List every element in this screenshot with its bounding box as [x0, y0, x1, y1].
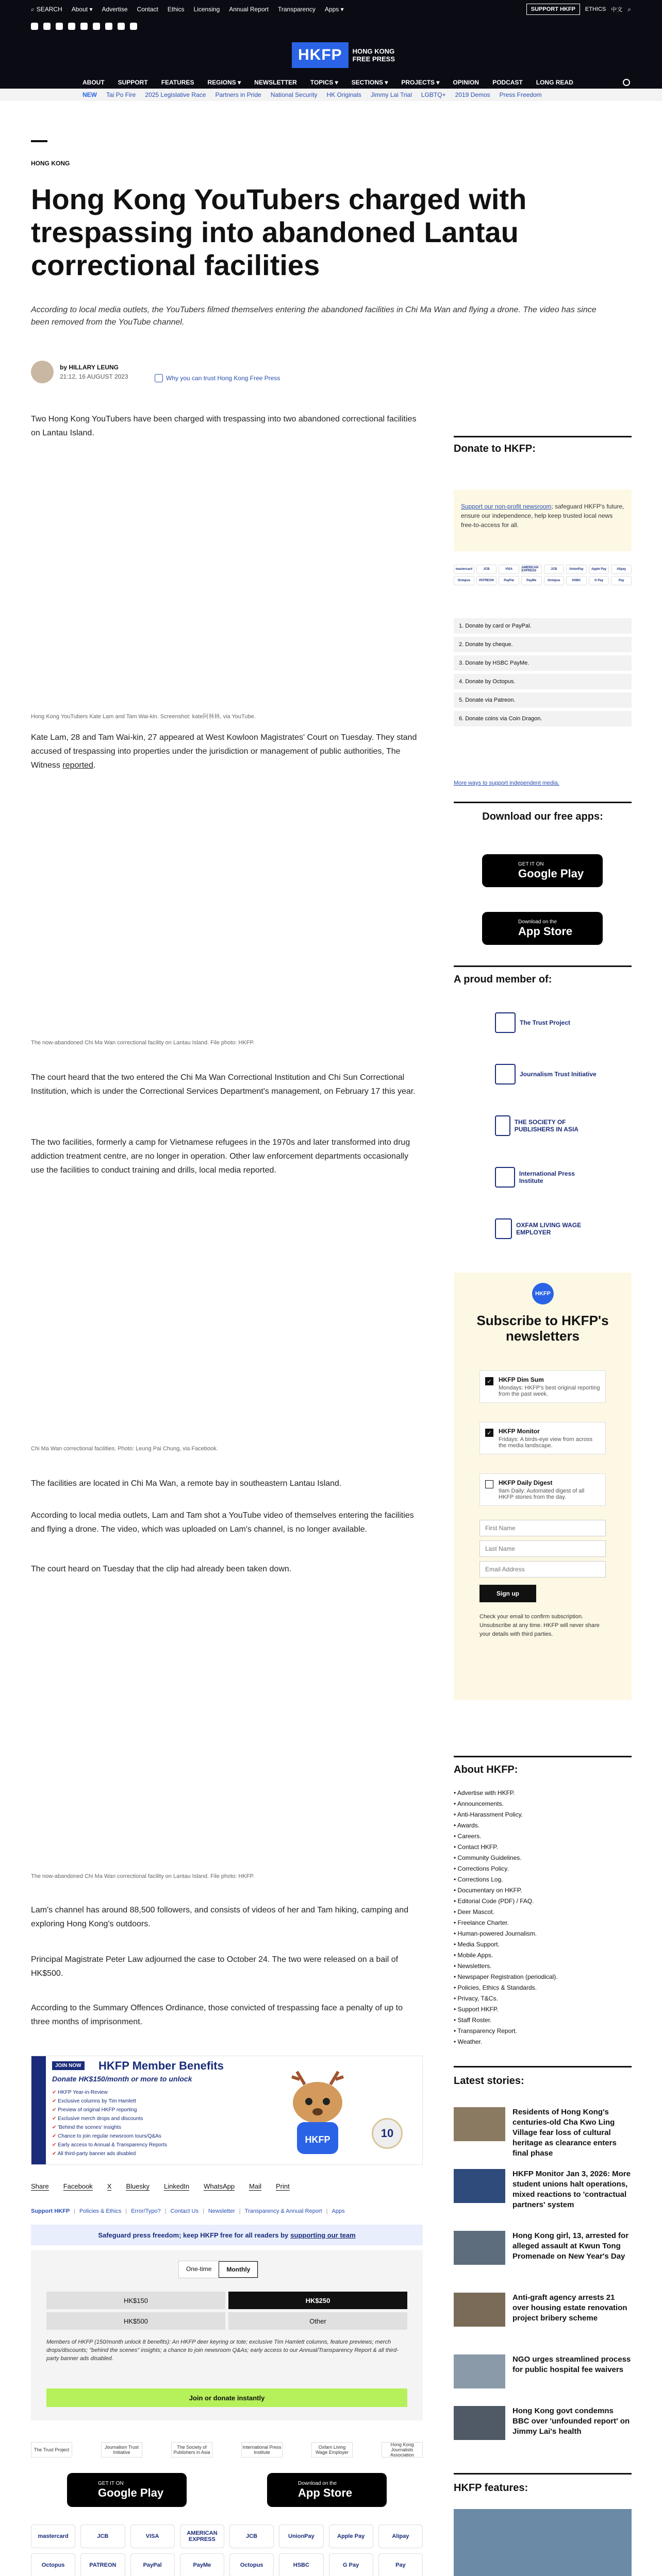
transparency-link[interactable]: Transparency & Annual Report — [244, 2208, 322, 2214]
paragraph: According to the Summary Offences Ordinance, those convicted of trespassing face a penalty of up to three months of imprisonment. — [31, 2004, 403, 2026]
payment-icon[interactable]: mastercard — [454, 565, 474, 574]
feature-story[interactable] — [454, 2509, 632, 2576]
amount-150[interactable]: HK$150 — [46, 2292, 225, 2309]
trending-item[interactable]: 2019 Demos — [455, 91, 490, 98]
logo-text: HONG KONG FREE PRESS — [352, 47, 395, 63]
article-footer-links: Support HKFP | Policies & Ethics | Error/Typo? | Contact Us | Newsletter | Transparency & Annual Report | Apps — [31, 2208, 345, 2214]
article-headline: Hong Kong YouTubers charged with trespassing into abandoned Lantau correctional facilities — [31, 183, 527, 281]
avatar[interactable] — [31, 361, 54, 383]
email-input[interactable] — [479, 1561, 606, 1578]
payment-icon[interactable]: Pay — [378, 2553, 423, 2576]
payment-icon[interactable]: G Pay — [329, 2553, 373, 2576]
latest-story[interactable]: Hong Kong govt condemns BBC over 'unfounded report' on Jimmy Lai's health — [454, 2406, 632, 2458]
sopa-icon — [495, 1115, 510, 1136]
list-item[interactable]: • Careers. — [454, 1831, 632, 1842]
payment-icon[interactable]: PATREON — [80, 2553, 125, 2576]
list-item[interactable]: • Awards. — [454, 1820, 632, 1831]
search-icon: ⌕ — [31, 5, 35, 13]
amount-500[interactable]: HK$500 — [46, 2312, 225, 2330]
trending-item[interactable]: HK Originals — [326, 91, 361, 98]
list-item: ✔ Exclusive columns by Tim Hamlett — [52, 2097, 167, 2106]
nav-topics[interactable]: TOPICS ▾ — [310, 79, 338, 86]
list-item[interactable]: • Transparency Report. — [454, 2026, 632, 2037]
sidebar-rule — [454, 436, 632, 437]
donate-option[interactable]: 6. Donate coins via Coin Dragon. — [454, 711, 632, 726]
payment-icon[interactable]: AMERICAN EXPRESS — [521, 565, 542, 574]
trending-item[interactable]: Jimmy Lai Trial — [370, 91, 412, 98]
feature-image[interactable] — [454, 2509, 632, 2576]
one-time-option[interactable]: One-time — [186, 2265, 212, 2273]
nav-support[interactable]: SUPPORT — [118, 79, 148, 86]
new-badge: NEW — [82, 91, 97, 98]
main-nav — [0, 76, 662, 89]
image-caption: Hong Kong YouTubers Kate Lam and Tam Wai-kin. Screenshot: kate阿林林, via YouTube. — [31, 714, 256, 720]
payment-icon[interactable]: PayMe — [180, 2553, 224, 2576]
story-thumbnail[interactable] — [454, 2169, 505, 2203]
donate-option[interactable]: 4. Donate by Octopus. — [454, 674, 632, 689]
search-icon[interactable] — [623, 79, 630, 86]
frequency-toggle — [178, 2261, 258, 2278]
nav-podcast[interactable]: PODCAST — [492, 79, 523, 86]
list-item[interactable]: • Documentary on HKFP. — [454, 1885, 632, 1896]
payment-icon[interactable]: Apple Pay — [329, 2524, 373, 2548]
trending-item[interactable]: Tai Po Fire — [106, 91, 136, 98]
payment-icon[interactable]: UnionPay — [279, 2524, 323, 2548]
story-thumbnail[interactable] — [454, 2354, 505, 2388]
social-icons — [31, 23, 137, 30]
facebook-icon[interactable] — [43, 23, 51, 30]
story-thumbnail[interactable] — [454, 2406, 505, 2440]
list-item: ✔ Chance to join regular newsroom tours/Q&As — [52, 2132, 167, 2141]
author-name[interactable]: by HILLARY LEUNG — [60, 364, 119, 371]
header-band — [0, 35, 662, 76]
paragraph: Principal Magistrate Peter Law adjourned the case to October 24. The two were released on a bail of HK$500. — [31, 1955, 399, 1978]
instagram-icon[interactable] — [56, 23, 63, 30]
payment-icon[interactable]: Pay — [611, 576, 632, 585]
top-bar — [0, 0, 662, 19]
about-heading: About HKFP: — [454, 1764, 518, 1775]
sidebar-rule — [454, 802, 632, 803]
payment-icon[interactable]: Octopus — [544, 576, 565, 585]
paragraph: The two facilities, formerly a camp for Vietnamese refugees in the 1970s and later transformed into drug addiction treatment centre, are no longer in operation. Other law enforcement departments occasionally use the facilities to conduct training and drills, local media reported. — [31, 1138, 410, 1175]
oxfam-icon — [495, 1218, 512, 1239]
payment-icon[interactable]: Octopus — [454, 576, 474, 585]
error-link[interactable]: Error/Typo? — [131, 2208, 161, 2214]
latest-story[interactable]: Residents of Hong Kong's centuries-old Cha Kwo Ling Village fear loss of cultural heritage as clearance enters final phase — [454, 2107, 632, 2159]
list-item[interactable]: • Editorial Code (PDF) / FAQ. — [454, 1896, 632, 1907]
apps-heading: Download our free apps: — [482, 811, 603, 822]
list-item[interactable]: • Announcements. — [454, 1799, 632, 1809]
amount-options — [46, 2292, 407, 2330]
list-item[interactable]: • Newspaper Registration (periodical). — [454, 1972, 632, 1982]
trending-item[interactable]: 2025 Legislative Race — [145, 91, 206, 98]
main-nav-items — [82, 76, 573, 89]
paragraph: The court heard that the two entered the Chi Ma Wan Correctional Institution and Chi Sun Correctional Institution, which is under the Correctional Services Department's management, on February 17 this year. — [31, 1073, 416, 1096]
search-link[interactable]: ⌕ SEARCH — [31, 5, 62, 13]
partner-logos — [31, 2442, 423, 2458]
amount-250[interactable]: HK$250 — [228, 2292, 407, 2309]
payment-icon[interactable]: JCB — [229, 2524, 274, 2548]
share-print[interactable]: Print — [275, 2182, 290, 2190]
jti-icon — [495, 1064, 516, 1084]
latest-story[interactable]: Hong Kong girl, 13, arrested for alleged assault at Kwun Tong Promenade on New Year's Day — [454, 2231, 632, 2282]
deer-mascot-icon — [274, 2061, 361, 2159]
partner-logo[interactable]: International Press Institute — [241, 2442, 283, 2458]
amount-other[interactable]: Other — [228, 2312, 407, 2330]
latest-heading: Latest stories: — [454, 2075, 524, 2087]
payment-icon[interactable]: PayMe — [521, 576, 542, 585]
logo-box: HKFP — [292, 42, 349, 68]
social-bar — [0, 19, 662, 35]
hkfp-logo: HKFP — [532, 1283, 554, 1304]
threads-icon[interactable] — [68, 23, 75, 30]
list-item[interactable]: • Support HKFP. — [454, 2004, 632, 2015]
email-icon[interactable] — [118, 23, 125, 30]
share-bluesky[interactable]: Bluesky — [126, 2182, 150, 2190]
payment-icon[interactable]: PATREON — [476, 576, 497, 585]
payment-icon[interactable]: Octopus — [229, 2553, 274, 2576]
top-link-ethics[interactable]: Ethics — [167, 6, 185, 13]
list-item: ✔ HKFP Year-in-Review — [52, 2088, 167, 2097]
youtube-icon[interactable] — [105, 23, 112, 30]
paragraph: The court heard on Tuesday that the clip had already been taken down. — [31, 1565, 292, 1573]
trending-bar — [0, 89, 662, 101]
story-thumbnail[interactable] — [454, 2293, 505, 2327]
svg-text:HKFP: HKFP — [305, 2134, 330, 2145]
checkbox-checked-icon[interactable]: ✓ — [485, 1377, 493, 1385]
payment-icon[interactable]: JCB — [544, 565, 565, 574]
banner-side-strip — [31, 2056, 46, 2164]
list-item: ✔ Early access to Annual & Transparency Reports — [52, 2141, 167, 2149]
payment-icon[interactable]: Octopus — [31, 2553, 75, 2576]
trust-project-icon — [495, 1012, 516, 1033]
more-ways-link[interactable]: More ways to support independent media. — [454, 780, 559, 786]
newsletter-title: Subscribe to HKFP's newsletters — [476, 1313, 609, 1344]
top-link-contact[interactable]: Contact — [137, 6, 158, 13]
latest-story[interactable]: HKFP Monitor Jan 3, 2026: More student unions halt operations, mixed reactions to 'contractual partners' system — [454, 2169, 632, 2221]
list-item[interactable]: • Advertise with HKFP. — [454, 1788, 632, 1799]
chinese-link[interactable]: 中文 — [611, 7, 623, 13]
donate-option[interactable]: 5. Donate via Patreon. — [454, 692, 632, 708]
latest-story[interactable]: NGO urges streamlined process for public hospital fee waivers — [454, 2354, 632, 2406]
payment-icon[interactable]: JCB — [476, 565, 497, 574]
top-link-transparency[interactable]: Transparency — [277, 6, 316, 13]
member-heading: A proud member of: — [454, 974, 552, 985]
partner-logo[interactable]: Hong Kong Journalists Association — [382, 2442, 423, 2458]
trending-item[interactable]: Partners in Pride — [215, 91, 261, 98]
app-store-button[interactable]: Download on the App Store — [482, 912, 603, 945]
paragraph: Lam's channel has around 88,500 followers, and consists of videos of her and Tam hiking, camping and exploring Hong Kong's outdoors. — [31, 1906, 409, 1928]
member-logo[interactable]: The Trust Project — [495, 1010, 598, 1036]
byline — [31, 361, 128, 383]
join-donate-button[interactable]: Join or donate instantly — [46, 2388, 407, 2407]
google-play-button[interactable]: GET IT ON Google Play — [482, 854, 603, 887]
paragraph: Two Hong Kong YouTubers have been charged with trespassing into two abandoned correctional facilities on Lantau Island. — [31, 415, 417, 437]
partner-logo[interactable]: Oxfam Living Wage Employer — [311, 2442, 353, 2458]
sidebar-rule — [454, 2066, 632, 2067]
kicker-rule — [31, 140, 47, 142]
donate-description: Members of HKFP (150/month unlock 8 benefits): An HKFP deer keyring or tote; exclusive Tim Hamlett columns, feature previews; merch drops/discounts; "behind the scenes" insights; a chance to join newsroom Q&As; early access to our Annual/Transparency Report & all third-party banner ads disabled. — [46, 2339, 399, 2362]
payment-icon[interactable]: Alipay — [611, 565, 632, 574]
search-icon[interactable]: ⌕ — [627, 5, 631, 13]
list-item[interactable]: • Newsletters. — [454, 1961, 632, 1972]
partner-logo[interactable]: The Trust Project — [31, 2442, 72, 2458]
list-item[interactable]: • Human-powered Journalism. — [454, 1928, 632, 1939]
newsletter-option[interactable]: HKFP Daily Digest 9am Daily: Automated digest of all HKFP stories from the day. — [479, 1473, 606, 1506]
nav-regions[interactable]: REGIONS ▾ — [207, 79, 241, 86]
google-play-button[interactable]: GET IT ON Google Play — [67, 2473, 187, 2507]
donate-option[interactable]: 2. Donate by cheque. — [454, 637, 632, 652]
share-link[interactable]: Share — [31, 2182, 49, 2190]
publish-date: 21:12, 16 AUGUST 2023 — [60, 373, 128, 380]
list-item[interactable]: • Policies, Ethics & Standards. — [454, 1982, 632, 1993]
support-team-link[interactable]: supporting our team — [290, 2231, 356, 2239]
top-link-annual-report[interactable]: Annual Report — [229, 6, 269, 13]
apps-link[interactable]: Apps — [332, 2208, 345, 2214]
payment-icon[interactable]: HSBC — [279, 2553, 323, 2576]
nav-long-read[interactable]: LONG READ — [536, 79, 573, 86]
ipi-icon — [495, 1167, 515, 1188]
nav-about[interactable]: ABOUT — [82, 79, 105, 86]
paragraph: According to local media outlets, Lam and Tam shot a YouTube video of themselves entering the facilities and flying a drone. The video, which was uploaded on Lam's channel, is no longer available. — [31, 1511, 414, 1534]
byline-text — [60, 364, 128, 380]
last-name-input[interactable] — [479, 1540, 606, 1557]
image-caption: The now-abandoned Chi Ma Wan correctional facility on Lantau Island. File photo: HKFP. — [31, 1040, 255, 1046]
image-caption: Chi Ma Wan correctional facilities. Photo: Leung Pai Chung, via Facebook. — [31, 1446, 218, 1452]
sidebar-payment-icons — [454, 565, 632, 585]
list-item[interactable]: • Contact HKFP. — [454, 1842, 632, 1853]
list-item[interactable]: • Deer Mascot. — [454, 1907, 632, 1918]
nav-newsletter[interactable]: NEWSLETTER — [254, 79, 297, 86]
checkbox-icon[interactable] — [485, 1480, 493, 1488]
join-now-badge: JOIN NOW — [52, 2061, 85, 2070]
trust-link[interactable]: Why you can trust Hong Kong Free Press — [155, 374, 280, 382]
payment-icon[interactable]: JCB — [80, 2524, 125, 2548]
trending-item[interactable]: LGBTQ+ — [421, 91, 446, 98]
member-logo[interactable]: International Press Institute — [495, 1164, 598, 1190]
list-item: ✔ Preview of original HKFP reporting — [52, 2106, 167, 2114]
list-item[interactable]: • Community Guidelines. — [454, 1853, 632, 1863]
payment-icon[interactable]: VISA — [130, 2524, 175, 2548]
x-icon[interactable] — [31, 23, 38, 30]
banner-subtitle: Donate HK$150/month or more to unlock — [52, 2075, 192, 2083]
list-item: ✔ 'Behind the scenes' insights — [52, 2123, 167, 2132]
payment-icon[interactable]: PayPal — [499, 576, 519, 585]
payment-icon[interactable]: mastercard — [31, 2524, 75, 2548]
nav-features[interactable]: FEATURES — [161, 79, 194, 86]
paragraph: Kate Lam, 28 and Tam Wai-kin, 27 appeared at West Kowloon Magistrates' Court on Tuesday. They stand accused of trespassing into properties under the jurisdiction or management of public authorities, The Witness reported. — [31, 733, 417, 770]
payment-icon[interactable]: G Pay — [589, 576, 609, 585]
top-link-advertise[interactable]: Advertise — [102, 6, 128, 13]
trending-item[interactable]: Press Freedom — [499, 91, 542, 98]
trending-item[interactable]: National Security — [270, 91, 318, 98]
list-item[interactable]: • Staff Roster. — [454, 2015, 632, 2026]
app-store-row — [67, 2473, 387, 2507]
rss-icon[interactable] — [130, 23, 137, 30]
latest-story[interactable]: Anti-graft agency arrests 21 over housing estate renovation project bribery scheme — [454, 2293, 632, 2344]
image-caption: The now-abandoned Chi Ma Wan correctional facility on Lantau Island. File photo: HKFP. — [31, 1873, 255, 1879]
payment-icon[interactable]: Alipay — [378, 2524, 423, 2548]
donate-widget — [31, 2250, 423, 2420]
paragraph: The facilities are located in Chi Ma Wan, a remote bay in southeastern Lantau Island. — [31, 1479, 342, 1488]
anniversary-badge: 10 — [372, 2118, 403, 2149]
support-link[interactable]: Support HKFP — [31, 2208, 70, 2214]
article-dek: According to local media outlets, the YouTubers filmed themselves entering the abandoned facilities in Chi Ma Wan and flying a drone. The video has since been removed from the YouTube channel. — [31, 306, 597, 327]
checkbox-checked-icon[interactable]: ✓ — [485, 1429, 493, 1437]
trending-items — [82, 89, 542, 101]
list-item[interactable]: • Corrections Log. — [454, 1874, 632, 1885]
member-benefits-banner[interactable] — [31, 2056, 423, 2165]
contact-link[interactable]: Contact Us — [170, 2208, 198, 2214]
list-item: ✔ Exclusive merch drops and discounts — [52, 2114, 167, 2123]
donate-option[interactable]: 3. Donate by HSBC PayMe. — [454, 655, 632, 671]
about-list — [454, 1788, 632, 2047]
trust-icon — [155, 374, 163, 382]
top-link-about[interactable]: About ▾ — [71, 6, 93, 13]
payment-icon[interactable]: VISA — [499, 565, 519, 574]
top-link-apps[interactable]: Apps ▾ — [324, 6, 344, 13]
member-logo[interactable]: THE SOCIETY OF PUBLISHERS IN ASIA — [495, 1113, 598, 1139]
share-bar — [31, 2182, 290, 2191]
payment-icon[interactable]: AMERICAN EXPRESS — [180, 2524, 224, 2548]
signup-button[interactable]: Sign up — [479, 1585, 536, 1602]
partner-logo[interactable]: Journalism Trust Initiative — [101, 2442, 142, 2458]
linkedin-icon[interactable] — [80, 23, 88, 30]
share-whatsapp[interactable]: WhatsApp — [204, 2182, 235, 2190]
newsletter-signup — [454, 1273, 632, 1700]
list-item[interactable]: • Freelance Charter. — [454, 1918, 632, 1928]
partner-logo[interactable]: The Society of Publishers in Asia — [171, 2442, 212, 2458]
list-item[interactable]: • Weather. — [454, 2037, 632, 2047]
site-logo[interactable] — [292, 42, 395, 68]
bluesky-icon[interactable] — [93, 23, 100, 30]
ethics-link[interactable]: ETHICS — [585, 6, 606, 12]
list-item[interactable]: • Privacy, T&Cs. — [454, 1993, 632, 2004]
payment-icon[interactable]: PayPal — [130, 2553, 175, 2576]
sidebar-rule — [454, 2473, 632, 2475]
nav-projects[interactable]: PROJECTS ▾ — [401, 79, 440, 86]
story-thumbnail[interactable] — [454, 2107, 505, 2141]
safeguard-banner: Safeguard press freedom; keep HKFP free for all readers by supporting our team — [31, 2225, 423, 2245]
newsletter-note: Check your email to confirm subscription. Unsubscribe at any time. HKFP will never share your details with third parties. — [479, 1614, 600, 1637]
list-item[interactable]: • Corrections Policy. — [454, 1863, 632, 1874]
app-store-button[interactable]: Download on the App Store — [267, 2473, 387, 2507]
top-link-licensing[interactable]: Licensing — [193, 6, 220, 13]
story-thumbnail[interactable] — [454, 2231, 505, 2265]
donate-link[interactable]: Support our non-profit newsroom — [461, 503, 552, 510]
list-item[interactable]: • Media Support. — [454, 1939, 632, 1950]
reported-link[interactable]: reported — [62, 761, 93, 770]
share-x[interactable]: X — [107, 2182, 112, 2190]
policies-link[interactable]: Policies & Ethics — [79, 2208, 122, 2214]
share-linkedin[interactable]: LinkedIn — [164, 2182, 190, 2190]
list-item[interactable]: • Mobile Apps. — [454, 1950, 632, 1961]
nav-sections[interactable]: SECTIONS ▾ — [351, 79, 388, 86]
section-kicker[interactable]: HONG KONG — [31, 160, 70, 167]
nav-opinion[interactable]: OPINION — [453, 79, 479, 86]
banner-title: HKFP Member Benefits — [98, 2059, 224, 2072]
donate-panel: Support our non-profit newsroom; safeguard HKFP's future, ensure our independence, help keep trusted local news free-to-access for all. — [454, 489, 632, 551]
member-logo[interactable]: OXFAM LIVING WAGE EMPLOYER — [495, 1216, 598, 1242]
top-right — [526, 0, 631, 19]
donate-options — [454, 618, 632, 730]
newsletter-link[interactable]: Newsletter — [208, 2208, 235, 2214]
share-mail[interactable]: Mail — [249, 2182, 261, 2190]
newsletter-option[interactable]: ✓ HKFP Monitor Fridays: A birds-eye view from across the media landscape. — [479, 1422, 606, 1454]
benefit-list — [52, 2088, 167, 2158]
monthly-option[interactable]: Monthly — [219, 2261, 258, 2278]
share-facebook[interactable]: Facebook — [63, 2182, 93, 2190]
payment-icon[interactable]: HSBC — [566, 576, 587, 585]
member-logo[interactable]: Journalism Trust Initiative — [495, 1061, 598, 1087]
list-item[interactable]: • Anti-Harassment Policy. — [454, 1809, 632, 1820]
payment-icon[interactable]: UnionPay — [566, 565, 587, 574]
support-hkfp-button[interactable]: SUPPORT HKFP — [526, 4, 580, 15]
first-name-input[interactable] — [479, 1520, 606, 1536]
sidebar-rule — [454, 965, 632, 967]
top-links — [31, 0, 344, 19]
donate-heading: Donate to HKFP: — [454, 443, 536, 454]
newsletter-option[interactable]: ✓ HKFP Dim Sum Mondays: HKFP's best original reporting from the past week. — [479, 1370, 606, 1403]
donate-option[interactable]: 1. Donate by card or PayPal. — [454, 618, 632, 634]
payment-methods — [31, 2524, 423, 2576]
features-heading: HKFP features: — [454, 2482, 528, 2494]
payment-icon[interactable]: Apple Pay — [589, 565, 609, 574]
list-item: ✔ All third-party banner ads disabled — [52, 2149, 167, 2158]
sidebar-rule — [454, 1756, 632, 1757]
